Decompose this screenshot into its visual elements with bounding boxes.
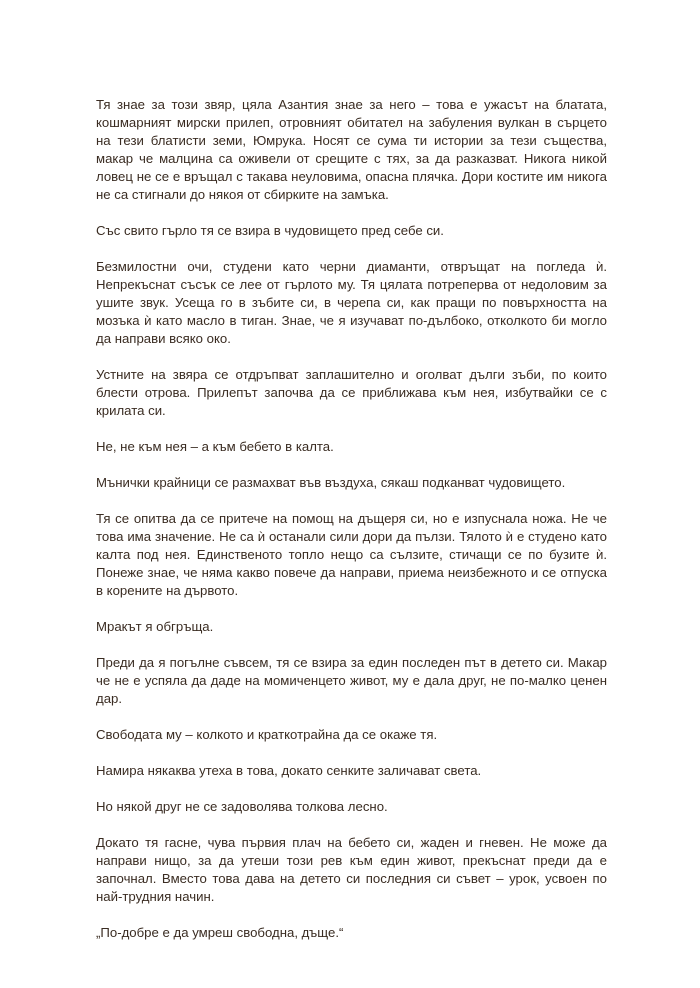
paragraph-5: Не, не към нея – а към бебето в калта. bbox=[96, 439, 334, 454]
paragraph-14: „По-добре е да умреш свободна, дъще.“ bbox=[96, 925, 344, 940]
paragraph-2: Със свито гърло тя се взира в чудовището пред себе си. bbox=[96, 223, 444, 238]
paragraph-6: Мънички крайници се размахват във въздуха, сякаш подканват чудовището. bbox=[96, 475, 566, 490]
paragraph-7: Тя се опитва да се притече на помощ на дъщеря си, но е изпуснала ножа. Не че това има значение. Не са ѝ останали сили дори да пълзи. Тялото ѝ е студено като калта под нея. Единственото топло нещо са сълзите, стичащи се по бузите ѝ. Понеже знае, че няма какво повече да направи, приема неизбежното и се отпуска в корените на дървото. bbox=[96, 511, 607, 598]
paragraph-3: Безмилостни очи, студени като черни диаманти, отвръщат на погледа ѝ. Непрекъснат съсък се лее от гърлото му. Тя цялата потреперва от недоловим за ушите звук. Усеща го в зъбите си, в черепа си, как пращи по повърхността на мозъка ѝ като масло в тиган. Знае, че я изучават по-дълбоко, отколкото би могло да направи всяко око. bbox=[96, 259, 607, 346]
paragraph-10: Свободата му – колкото и краткотрайна да се окаже тя. bbox=[96, 727, 438, 742]
document-body bbox=[96, 96, 607, 960]
paragraph-9: Преди да я погълне съвсем, тя се взира за един последен път в детето си. Макар че не е успяла да даде на момиченцето живот, му е дала друг, не по-малко ценен дар. bbox=[96, 655, 607, 706]
paragraph-13: Докато тя гасне, чува първия плач на бебето си, жаден и гневен. Не може да направи нищо, за да утеши този рев към един живот, прекъснат преди да е започнал. Вместо това дава на детето си последния си съвет – урок, усвоен по най-трудния начин. bbox=[96, 835, 607, 904]
paragraph-8: Мракът я обгръща. bbox=[96, 619, 214, 634]
paragraph-12: Но някой друг не се задоволява толкова лесно. bbox=[96, 799, 388, 814]
paragraph-4: Устните на звяра се отдръпват заплашително и оголват дълги зъби, по които блести отрова. Прилепът започва да се приближава към нея, избутвайки се с крилата си. bbox=[96, 367, 607, 418]
paragraph-11: Намира някаква утеха в това, докато сенките заличават света. bbox=[96, 763, 482, 778]
paragraph-1: Тя знае за този звяр, цяла Азантия знае за него – това е ужасът на блатата, кошмарният мирски прилеп, отровният обитател на забуления вулкан в сърцето на тези блатисти земи, Юмрука. Носят се сума ти истории за тези същества, макар че малцина са оживели от срещите с тях, за да разказват. Никога никой ловец не се е връщал с такава неуловима, опасна плячка. Дори костите им никога не са стигнали до някоя от сбирките на замъка. bbox=[96, 97, 607, 202]
